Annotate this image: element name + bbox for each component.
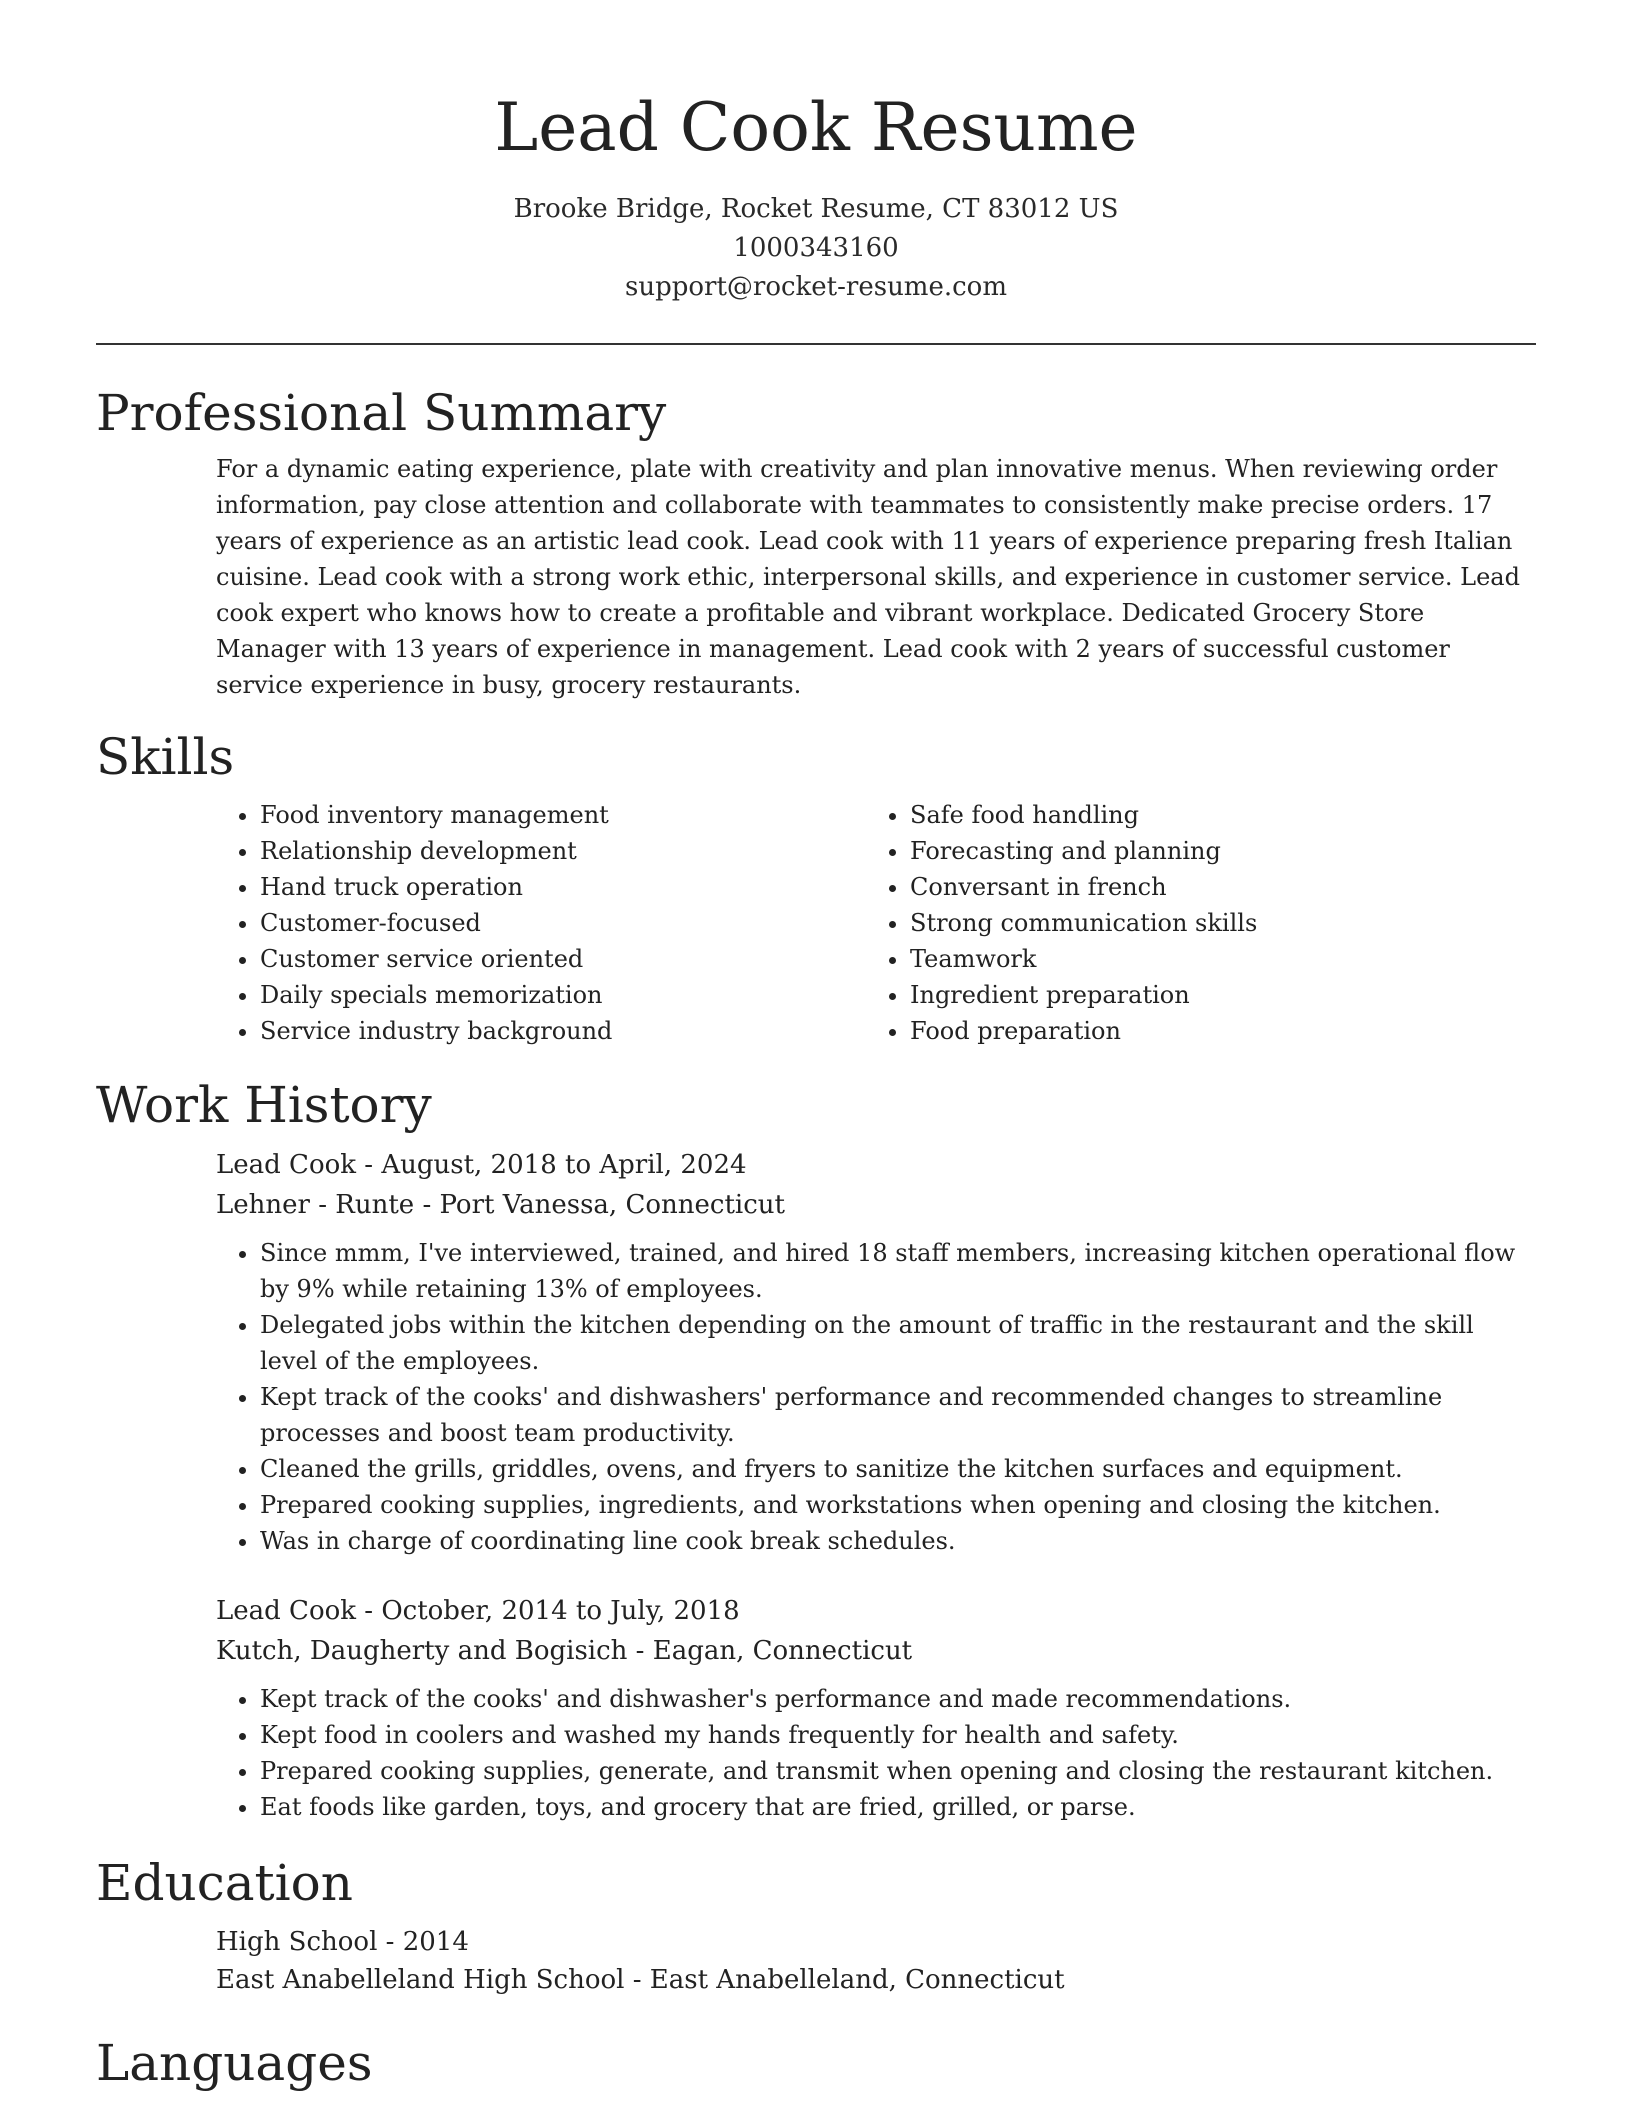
job-company: Kutch, Daugherty and Bogisich - Eagan, Connecticut — [216, 1636, 913, 1666]
education-body — [216, 1923, 1536, 1999]
education-school: East Anabelleland High School - East Anabelleland, Connecticut — [216, 1965, 1065, 1995]
job-title: Lead Cook - August, 2018 to April, 2024 — [216, 1150, 747, 1180]
skill-item: • Relationship development — [260, 833, 866, 869]
skill-item: • Safe food handling — [910, 797, 1516, 833]
skills-list-right — [866, 797, 1516, 1049]
education-degree: High School - 2014 — [216, 1927, 469, 1957]
header-divider — [96, 343, 1536, 345]
summary-body — [216, 451, 1536, 703]
resume-title: Lead Cook Resume — [494, 89, 1138, 166]
job-bullets — [216, 1681, 1536, 1825]
job-entry — [216, 1145, 1536, 1559]
resume-page — [96, 0, 1536, 2097]
languages-section — [96, 2029, 1536, 2097]
summary-text: For a dynamic eating experience, plate with creativity and plan innovative menus. When reviewing order information, pay close attention and collaborate with teammates to consistently make precise orders. 17 years of experience as an artistic lead cook. Lead cook with 11 years of experience preparing fresh Italian cuisine. Lead cook with a strong work ethic, interpersonal skills, and experience in customer service. Lead cook expert who knows how to create a profitable and vibrant workplace. Dedicated Grocery Store Manager with 13 years of experience in management. Lead cook with 2 years of successful customer service experience in busy, grocery restaurants. — [216, 455, 1520, 699]
skill-item: • Strong communication skills — [910, 905, 1516, 941]
job-bullet: • Eat foods like garden, toys, and grocery that are fried, grilled, or parse. — [260, 1789, 1536, 1825]
skills-grid — [216, 797, 1536, 1049]
job-title: Lead Cook - October, 2014 to July, 2018 — [216, 1596, 740, 1626]
work-heading: Work History — [96, 1076, 432, 1134]
resume-header — [96, 0, 1536, 307]
contact-email: support@rocket-resume.com — [624, 272, 1007, 302]
job-bullet: • Cleaned the grills, griddles, ovens, and fryers to sanitize the kitchen surfaces and equipment. — [260, 1451, 1536, 1487]
summary-heading: Professional Summary — [96, 384, 667, 442]
job-company: Lehner - Runte - Port Vanessa, Connecticut — [216, 1190, 785, 1220]
skills-heading: Skills — [96, 728, 235, 786]
job-bullet: • Kept track of the cooks' and dishwashers' performance and recommended changes to streamline processes and boost team productivity. — [260, 1379, 1536, 1451]
job-bullets — [216, 1235, 1536, 1559]
skill-item: • Ingredient preparation — [910, 977, 1516, 1013]
skill-item: • Daily specials memorization — [260, 977, 866, 1013]
skill-item: • Forecasting and planning — [910, 833, 1516, 869]
work-section — [96, 1071, 1536, 1825]
job-bullet: • Prepared cooking supplies, generate, and transmit when opening and closing the restaurant kitchen. — [260, 1753, 1536, 1789]
job-bullet: • Since mmm, I've interviewed, trained, and hired 18 staff members, increasing kitchen operational flow by 9% while retaining 13% of employees. — [260, 1235, 1536, 1307]
job-bullet: • Delegated jobs within the kitchen depending on the amount of traffic in the restaurant and the skill level of the employees. — [260, 1307, 1536, 1379]
skill-item: • Service industry background — [260, 1013, 866, 1049]
summary-section — [96, 379, 1536, 703]
languages-heading: Languages — [96, 2034, 373, 2092]
job-bullet: • Kept food in coolers and washed my hands frequently for health and safety. — [260, 1717, 1536, 1753]
skill-item: • Conversant in french — [910, 869, 1516, 905]
job-entry — [216, 1591, 1536, 1825]
skill-item: • Food preparation — [910, 1013, 1516, 1049]
skill-item: • Teamwork — [910, 941, 1516, 977]
skill-item: • Customer-focused — [260, 905, 866, 941]
skill-item: • Food inventory management — [260, 797, 866, 833]
work-body — [216, 1145, 1536, 1825]
education-section — [96, 1849, 1536, 1999]
contact-address: Brooke Bridge, Rocket Resume, CT 83012 US — [513, 194, 1119, 224]
job-bullet: • Was in charge of coordinating line cook break schedules. — [260, 1523, 1536, 1559]
contact-block — [96, 190, 1536, 307]
skill-item: • Hand truck operation — [260, 869, 866, 905]
contact-phone: 1000343160 — [733, 233, 899, 263]
job-bullet: • Prepared cooking supplies, ingredients, and workstations when opening and closing the kitchen. — [260, 1487, 1536, 1523]
skills-list-left — [216, 797, 866, 1049]
education-heading: Education — [96, 1854, 353, 1912]
job-bullet: • Kept track of the cooks' and dishwasher's performance and made recommendations. — [260, 1681, 1536, 1717]
skill-item: • Customer service oriented — [260, 941, 866, 977]
skills-section — [96, 723, 1536, 1049]
